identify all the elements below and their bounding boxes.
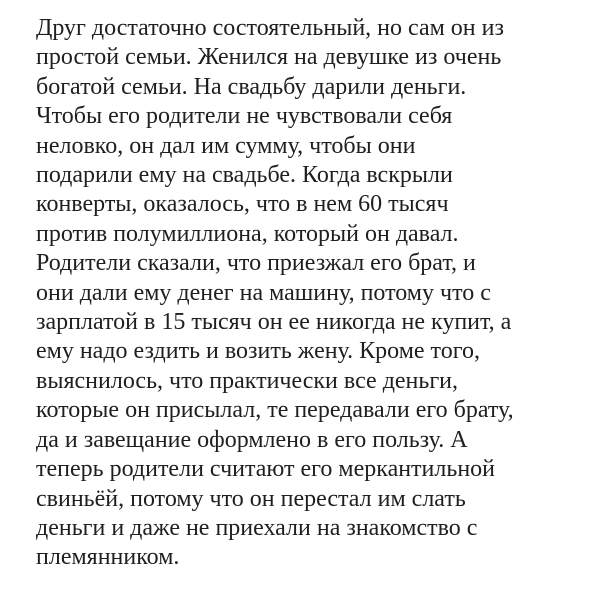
story-line: племянником. <box>36 544 180 571</box>
story-line: Чтобы его родители не чувствовали себя <box>36 103 453 130</box>
story-line: подарили ему на свадьбе. Когда вскрыли <box>36 162 453 189</box>
story-line: которые он присылал, те передавали его брату, <box>36 397 514 424</box>
story-line: выяснилось, что практически все деньги, <box>36 367 459 394</box>
story-line: они дали ему денег на машину, потому что с <box>36 279 491 306</box>
story-line: Друг достаточно состоятельный, но сам он из <box>36 15 504 41</box>
story-line: Родители сказали, что приезжал его брат, и <box>36 250 476 277</box>
story-line: зарплатой в 15 тысяч он ее никогда не купит, а <box>36 309 512 336</box>
story-line: да и завещание оформлено в его пользу. А <box>36 426 468 453</box>
story-text <box>36 14 570 573</box>
story-line: против полумиллиона, который он давал. <box>36 220 459 247</box>
story-line: теперь родители считают его меркантильной <box>36 456 495 483</box>
story-line: простой семьи. Женился на девушке из очень <box>36 44 502 71</box>
story-line: конверты, оказалось, что в нем 60 тысяч <box>36 191 449 218</box>
story-line: богатой семьи. На свадьбу дарили деньги. <box>36 73 467 100</box>
story-line: свиньёй, потому что он перестал им слать <box>36 485 466 512</box>
story-line: деньги и даже не приехали на знакомство с <box>36 514 478 541</box>
story-line: ему надо ездить и возить жену. Кроме того, <box>36 338 480 365</box>
story-line: неловко, он дал им сумму, чтобы они <box>36 132 416 159</box>
